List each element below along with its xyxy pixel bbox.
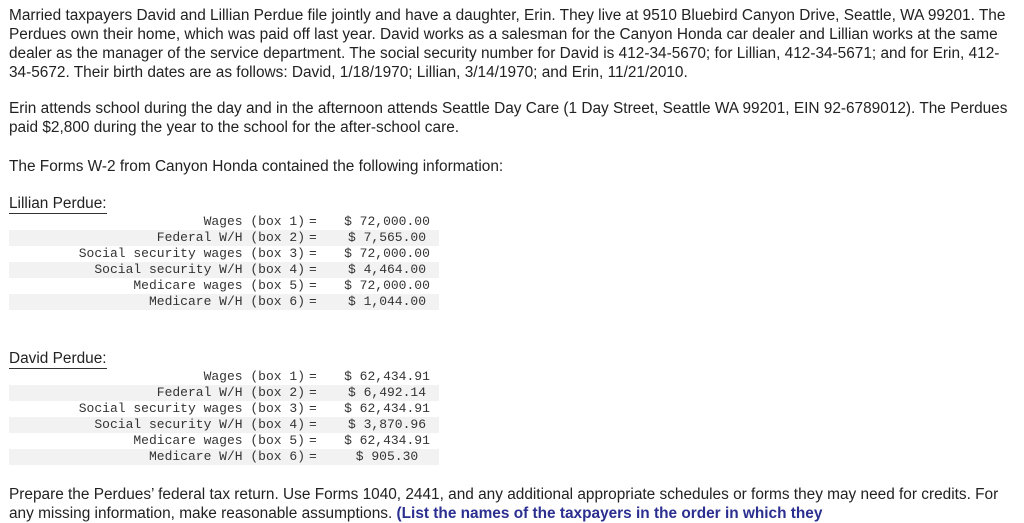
equals-sign: = (309, 433, 317, 448)
david-w2-table (9, 369, 439, 465)
w2-label: Federal W/H (box 2) (9, 230, 309, 246)
table-row (9, 246, 439, 262)
lillian-section-title: Lillian Perdue: (9, 195, 107, 212)
equals-sign: = (309, 294, 335, 310)
intro-paragraph: Married taxpayers David and Lillian Perdue file jointly and have a daughter, Erin. They live at 9510 Bluebird Canyon Drive, Seattle, WA 99201. The Perdues own their home, which was paid off last year. David works as a salesman for the Canyon Honda car dealer and Lillian works at the same dealer as the manager of the service department. The social security number for David is 412-34-5670; for Lillian, 412-34-5671; and for Erin, 412-34-5672. Their birth dates are as follows: David, 1/18/1970; Lillian, 3/14/1970; and Erin, 11/21/2010. (9, 7, 1006, 81)
w2-label: Medicare W/H (box 6) (9, 294, 309, 310)
table-row (9, 401, 439, 417)
instructions-paragraph (9, 485, 1015, 523)
equals-sign: = (309, 246, 317, 261)
w2-label: Wages (box 1) (203, 369, 305, 384)
table-row (9, 230, 439, 246)
w2-label: Federal W/H (box 2) (9, 385, 309, 401)
w2-value: $ 72,000.00 (344, 246, 430, 261)
equals-sign: = (309, 401, 317, 416)
w2-label: Medicare wages (box 5) (133, 278, 305, 293)
equals-sign: = (309, 369, 317, 384)
table-row (9, 294, 439, 310)
w2-value: $ 62,434.91 (344, 433, 430, 448)
w2-intro-paragraph: The Forms W-2 from Canyon Honda contained the following information: (9, 158, 504, 175)
table-row (9, 262, 439, 278)
instructions-text: Prepare the Perdues’ federal tax return. Use Forms 1040, 2441, and any additional appropriate schedules or forms they may need for credits. For any missing information, make reasonable assumptions. (9, 486, 999, 522)
table-row (9, 417, 439, 433)
w2-label: Social security W/H (box 4) (9, 262, 309, 278)
w2-value: $ 4,464.00 (335, 262, 439, 278)
equals-sign: = (309, 417, 335, 433)
w2-value: $ 7,565.00 (335, 230, 439, 246)
lillian-w2-table (9, 214, 439, 310)
w2-value: $ 62,434.91 (344, 401, 430, 416)
equals-sign: = (309, 214, 317, 229)
equals-sign: = (309, 278, 317, 293)
table-row (9, 385, 439, 401)
w2-label: Medicare W/H (box 6) (9, 449, 309, 465)
table-row (9, 449, 439, 465)
w2-value: $ 6,492.14 (335, 385, 439, 401)
table-row (9, 214, 439, 230)
instructions-emphasis: (List the names of the taxpayers in the order in which they (396, 505, 823, 522)
equals-sign: = (309, 385, 335, 401)
table-row (9, 369, 439, 385)
w2-label: Social security wages (box 3) (78, 401, 305, 416)
equals-sign: = (309, 230, 335, 246)
equals-sign: = (309, 262, 335, 278)
w2-label: Wages (box 1) (203, 214, 305, 229)
table-row (9, 278, 439, 294)
w2-value: $ 72,000.00 (344, 278, 430, 293)
w2-value: $ 1,044.00 (335, 294, 439, 310)
equals-sign: = (309, 449, 335, 465)
w2-label: Social security wages (box 3) (78, 246, 305, 261)
w2-value: $ 905.30 (335, 449, 439, 465)
table-row (9, 433, 439, 449)
w2-value: $ 3,870.96 (335, 417, 439, 433)
david-section-title: David Perdue: (9, 350, 107, 367)
w2-value: $ 62,434.91 (344, 369, 430, 384)
w2-label: Social security W/H (box 4) (9, 417, 309, 433)
w2-value: $ 72,000.00 (344, 214, 430, 229)
w2-label: Medicare wages (box 5) (133, 433, 305, 448)
daycare-paragraph: Erin attends school during the day and in the afternoon attends Seattle Day Care (1 Day Street, Seattle WA 99201, EIN 92-6789012). The Perdues paid $2,800 during the year to the school for the after-school care. (9, 100, 1008, 136)
